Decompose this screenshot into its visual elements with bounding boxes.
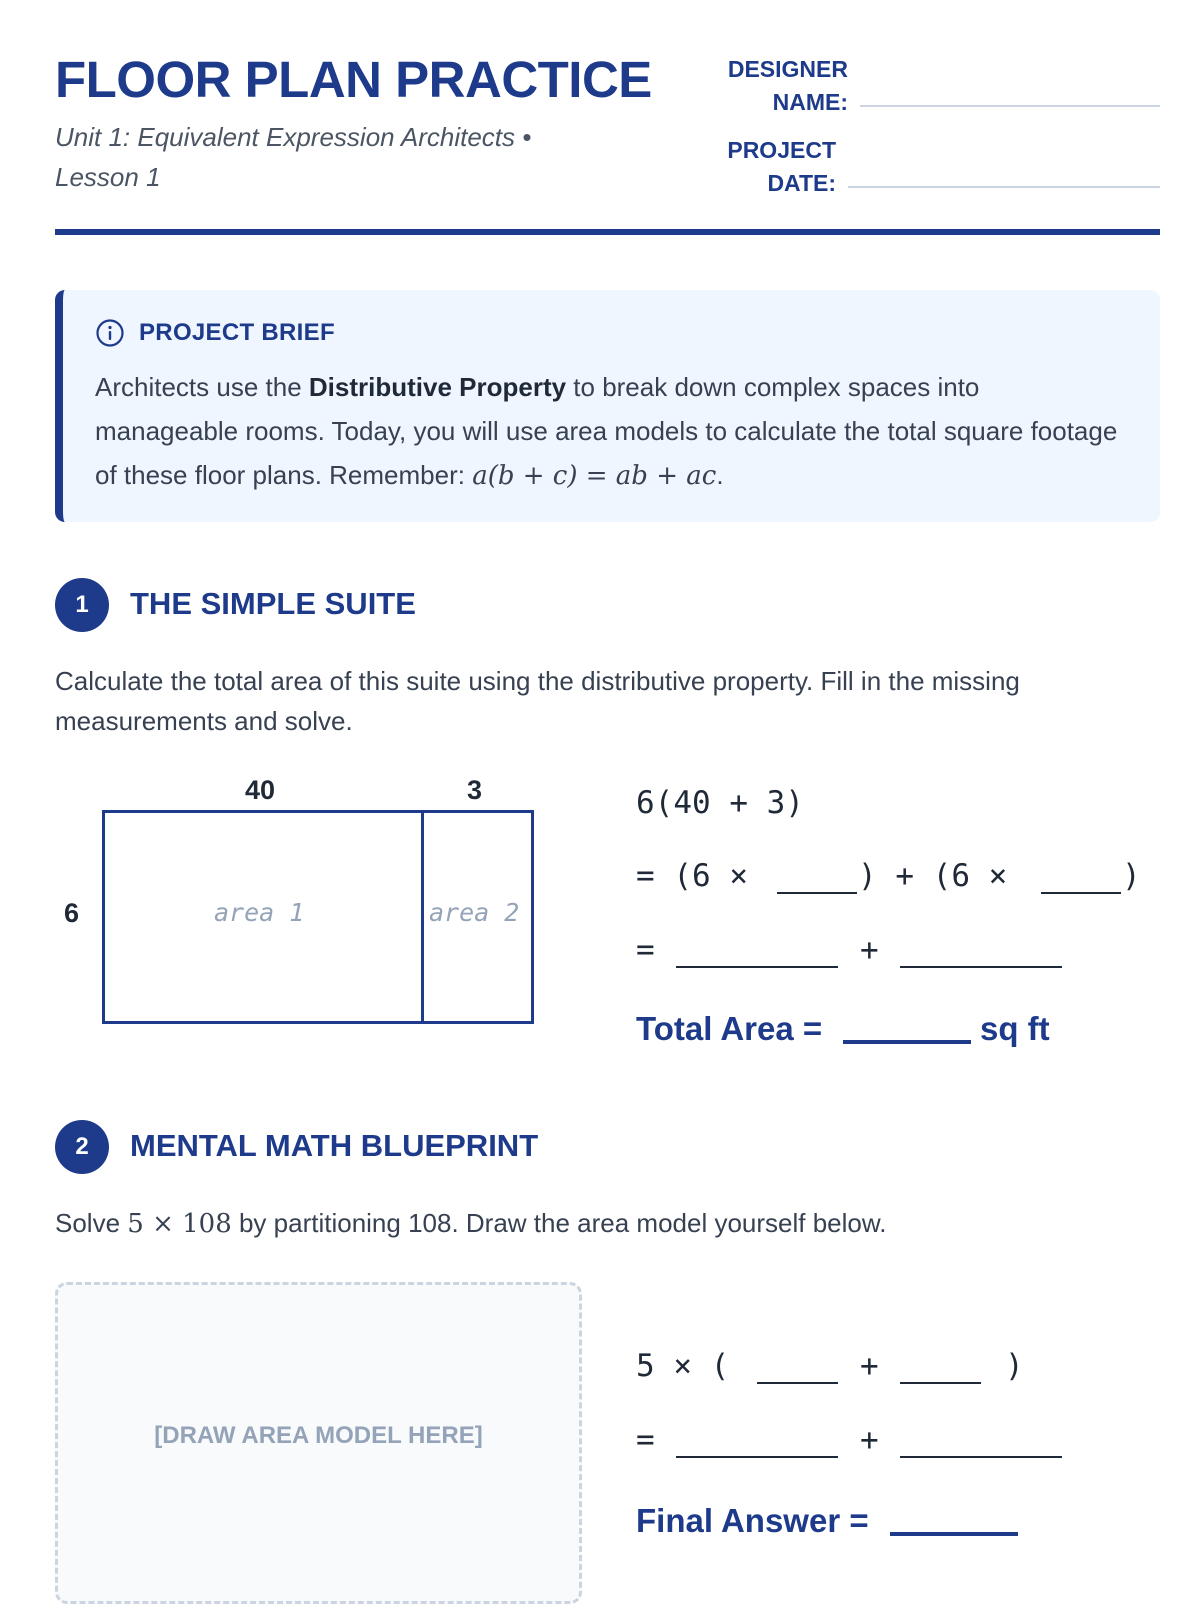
expression-line-1: 6(40 + 3) [636,785,804,821]
expression-line-2-start: = (6 × [636,858,748,894]
section-1-description: Calculate the total area of this suite using the distributive property. Fill in the missing measurements and solve. [55,666,1020,736]
expression-line-2-end: ) [1122,858,1141,894]
blank-6x-a[interactable] [777,892,857,894]
header-divider [55,229,1160,235]
blank-partition-1[interactable] [757,1382,838,1384]
page-title: FLOOR PLAN PRACTICE [55,51,652,108]
partition-plus: + [860,1348,879,1384]
info-icon [95,318,125,348]
dim-top-left: 40 [245,775,276,805]
draw-placeholder: [DRAW AREA MODEL HERE] [154,1422,483,1449]
brief-heading [95,318,335,348]
blank-6x-b[interactable] [1041,892,1121,894]
designer-name-field[interactable] [860,105,1160,107]
partition-close: ) [1005,1348,1024,1384]
section-2-badge: 2 [55,1120,109,1174]
equals-sign-2: = [636,1422,655,1458]
plus-sign: + [860,932,879,968]
dim-top-right: 3 [467,775,483,805]
draw-area-model-box[interactable] [55,1282,582,1604]
plus-sign-2: + [860,1422,879,1458]
total-area-unit: sq ft [980,1010,1050,1047]
total-area-label: Total Area = [636,1010,823,1047]
expression-line-2-mid: ) + (6 × [858,858,1008,894]
section-1-badge: 1 [55,578,109,632]
final-answer-label: Final Answer = [636,1502,869,1539]
area-2-label: area 2 [429,898,520,927]
page-subtitle: Unit 1: Equivalent Expression Architects • Lesson 1 [55,122,532,192]
section-2-description: Solve 5 × 108 by partitioning 108. Draw the area model yourself below. [55,1208,887,1239]
project-date-label: PROJECT DATE: [727,137,836,196]
section-2-title: MENTAL MATH BLUEPRINT [130,1128,539,1163]
final-answer-blank[interactable] [890,1532,1018,1536]
section-1-title: THE SIMPLE SUITE [130,586,416,621]
blank-product-4[interactable] [900,1456,1062,1458]
blank-product-1[interactable] [676,966,838,968]
partition-line-start: 5 × ( [636,1348,730,1384]
project-date-field[interactable] [848,186,1160,188]
designer-name-label: DESIGNER NAME: [727,56,848,115]
blank-partition-2[interactable] [900,1382,981,1384]
brief-text: Architects use the Distributive Property to break down complex spaces into manageable rooms. Today, you will use area models to calculate the total square footage of these floor plans. Remember: a(b + c) = ab + ac. [95,372,1118,491]
project-brief-box [55,290,1160,522]
brief-heading-text: PROJECT BRIEF [139,319,335,346]
total-area-blank[interactable] [843,1040,971,1044]
equals-sign: = [636,932,655,968]
dim-side: 6 [64,898,80,928]
blank-product-3[interactable] [676,1456,838,1458]
formula: a(b + c) = ab + ac [472,461,717,491]
blank-product-2[interactable] [900,966,1062,968]
area-1-label: area 1 [214,898,305,927]
